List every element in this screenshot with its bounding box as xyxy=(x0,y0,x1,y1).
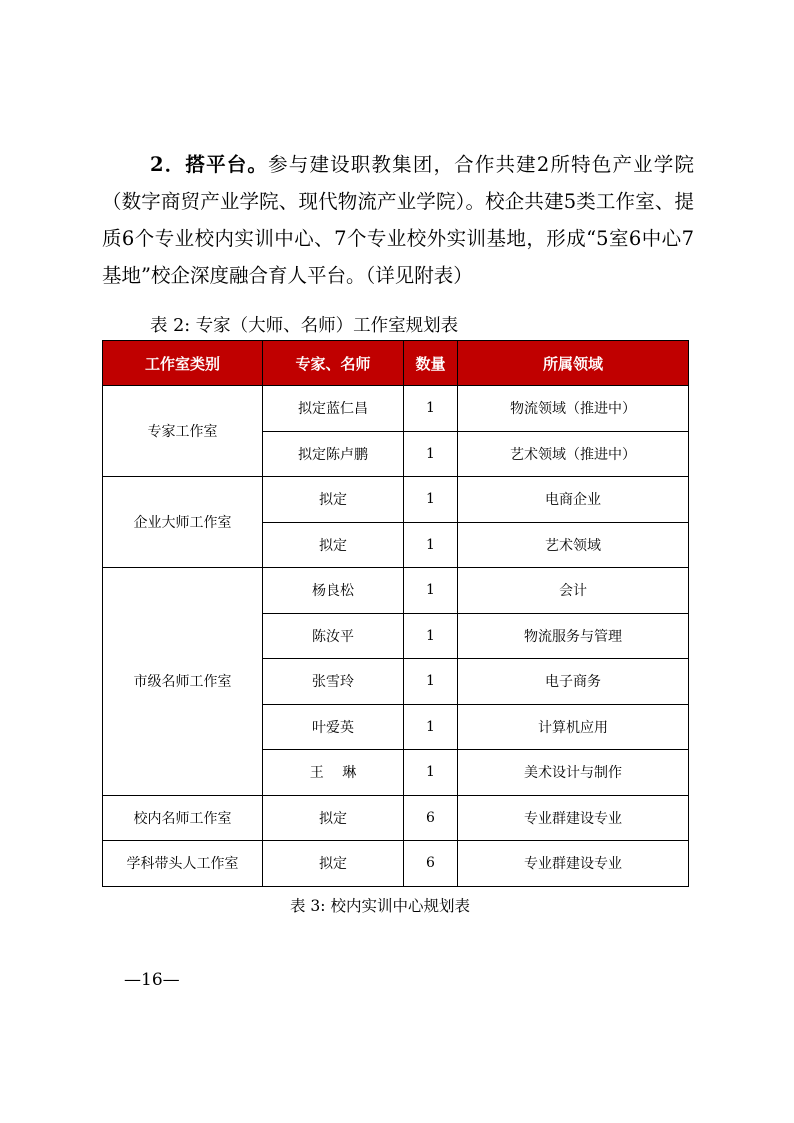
count-cell: 1 xyxy=(404,522,458,568)
count-cell: 1 xyxy=(404,613,458,659)
count-cell: 6 xyxy=(404,841,458,887)
table-row xyxy=(103,386,689,432)
count-cell: 1 xyxy=(404,659,458,705)
page-number: —16— xyxy=(124,970,180,990)
person-cell: 拟定陈卢鹏 xyxy=(263,431,404,477)
field-cell: 计算机应用 xyxy=(458,704,689,750)
category-cell: 学科带头人工作室 xyxy=(103,841,263,887)
table2-caption: 表 2: 专家（大师、名师）工作室规划表 xyxy=(150,316,459,336)
field-cell: 电商企业 xyxy=(458,477,689,523)
header-person: 专家、名师 xyxy=(263,341,404,386)
table-row xyxy=(103,568,689,614)
field-cell: 专业群建设专业 xyxy=(458,795,689,841)
field-cell: 专业群建设专业 xyxy=(458,841,689,887)
category-cell: 市级名师工作室 xyxy=(103,568,263,796)
field-cell: 艺术领域 xyxy=(458,522,689,568)
field-cell: 电子商务 xyxy=(458,659,689,705)
field-cell: 会计 xyxy=(458,568,689,614)
count-cell: 1 xyxy=(404,568,458,614)
paragraph-text: 参与建设职教集团，合作共建2所特色产业学院（数字商贸产业学院、现代物流产业学院）。校企共建5类工作室、提质6个专业校内实训中心、7个专业校外实训基地，形成“5室6中心7基地”校企深度融合育人平台。（详见附表） xyxy=(102,153,694,287)
count-cell: 6 xyxy=(404,795,458,841)
person-cell: 拟定蓝仁昌 xyxy=(263,386,404,432)
count-cell: 1 xyxy=(404,386,458,432)
table-header-row xyxy=(103,341,689,386)
count-cell: 1 xyxy=(404,431,458,477)
field-cell: 物流领域（推进中） xyxy=(458,386,689,432)
table-row xyxy=(103,477,689,523)
table3-caption: 表 3: 校内实训中心规划表 xyxy=(290,897,470,915)
person-cell: 拟定 xyxy=(263,477,404,523)
field-cell: 美术设计与制作 xyxy=(458,750,689,796)
header-category: 工作室类别 xyxy=(103,341,263,386)
person-cell: 拟定 xyxy=(263,522,404,568)
category-cell: 专家工作室 xyxy=(103,386,263,477)
header-field: 所属领域 xyxy=(458,341,689,386)
category-cell: 企业大师工作室 xyxy=(103,477,263,568)
paragraph-label: 2．搭平台。 xyxy=(150,153,269,176)
person-cell: 拟定 xyxy=(263,795,404,841)
person-cell: 陈汝平 xyxy=(263,613,404,659)
person-cell: 叶爱英 xyxy=(263,704,404,750)
field-cell: 艺术领域（推进中） xyxy=(458,431,689,477)
table-row xyxy=(103,795,689,841)
person-cell: 张雪玲 xyxy=(263,659,404,705)
count-cell: 1 xyxy=(404,750,458,796)
studio-plan-table xyxy=(102,340,689,887)
table-row xyxy=(103,841,689,887)
category-cell: 校内名师工作室 xyxy=(103,795,263,841)
header-count: 数量 xyxy=(404,341,458,386)
person-cell: 杨良松 xyxy=(263,568,404,614)
count-cell: 1 xyxy=(404,704,458,750)
count-cell: 1 xyxy=(404,477,458,523)
body-paragraph xyxy=(102,146,694,294)
person-cell: 拟定 xyxy=(263,841,404,887)
field-cell: 物流服务与管理 xyxy=(458,613,689,659)
person-cell: 王 琳 xyxy=(263,750,404,796)
